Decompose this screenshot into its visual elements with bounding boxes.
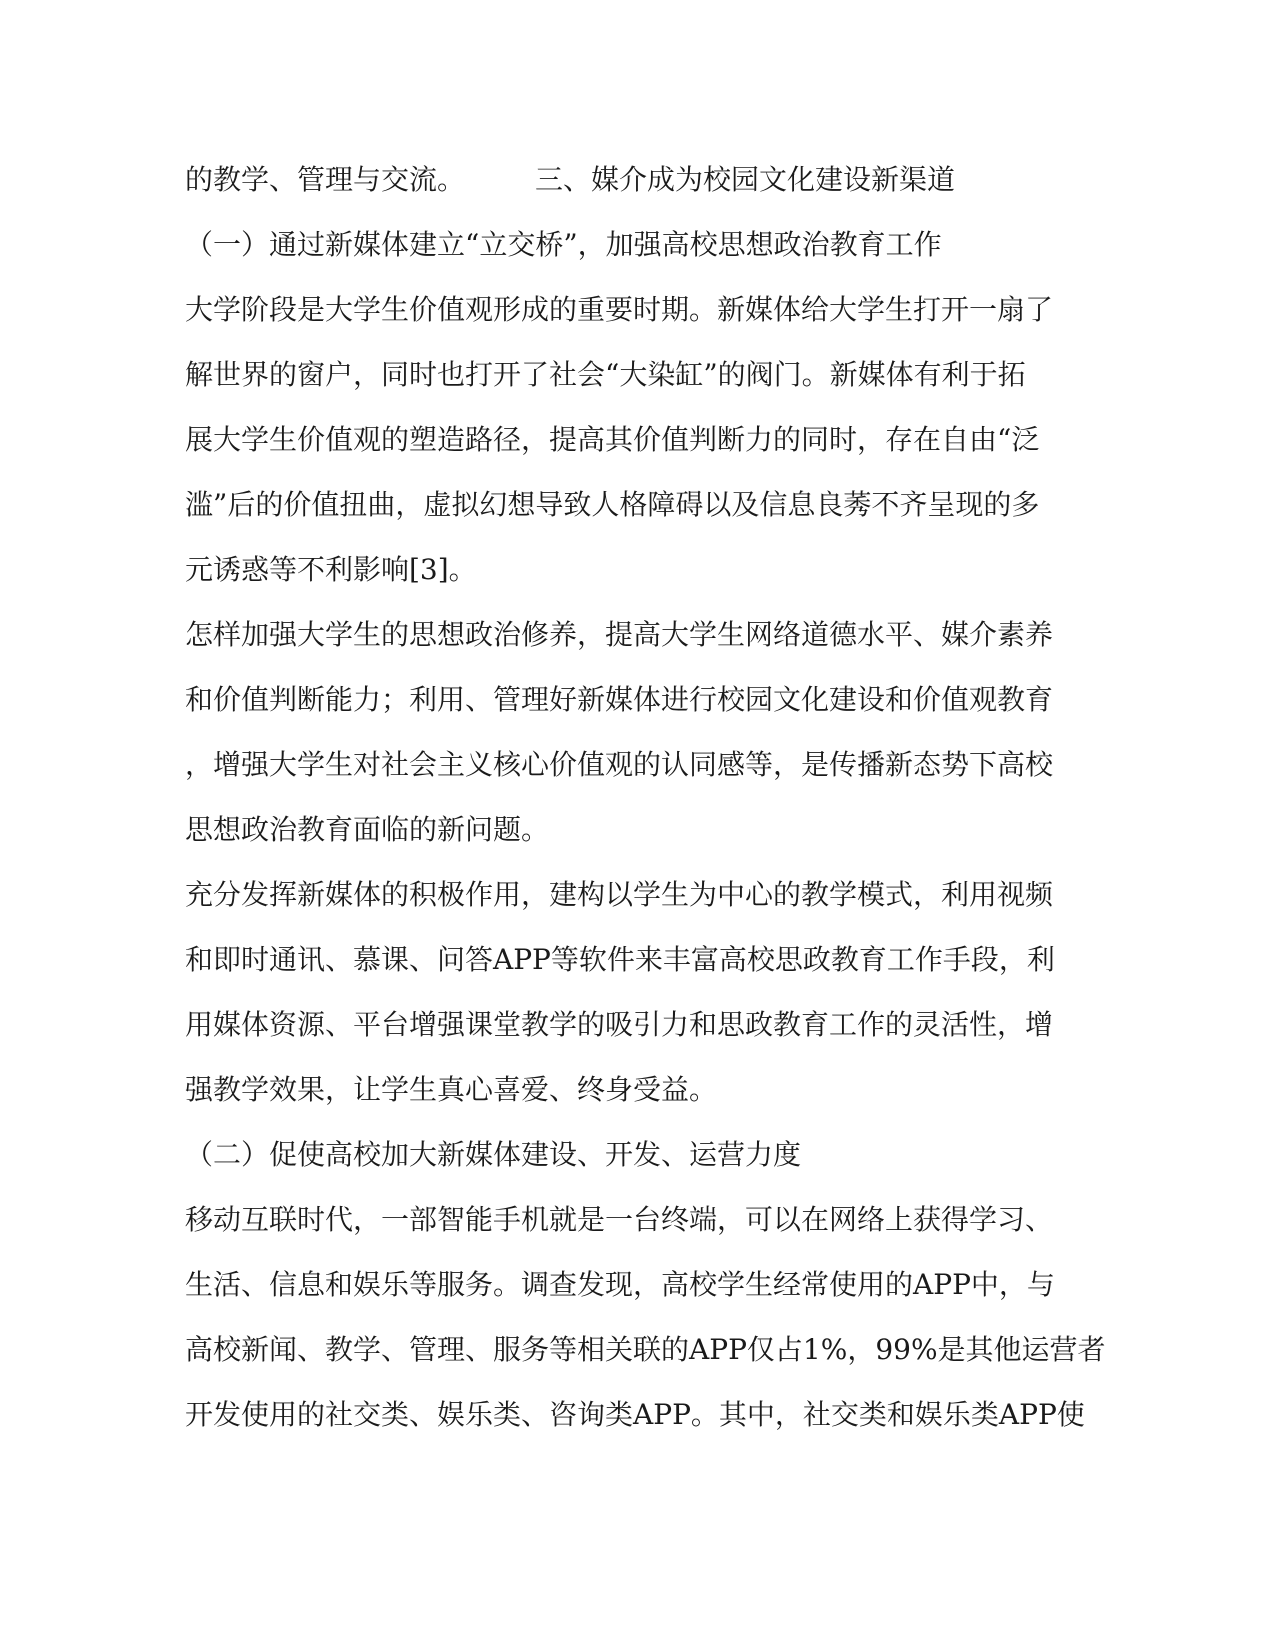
text-line-14: 用媒体资源、平台增强课堂教学的吸引力和思政教育工作的灵活性，增 xyxy=(185,1008,1054,1041)
section-heading-2: （二）促使高校加大新媒体建设、开发、运营力度 xyxy=(185,1138,802,1171)
text-line-7: 元诱惑等不利影响[3]。 xyxy=(185,553,477,586)
text-line-4: 解世界的窗户，同时也打开了社会“大染缸”的阀门。新媒体有利于拓 xyxy=(185,358,1026,391)
text-line-15: 强教学效果，让学生真心喜爱、终身受益。 xyxy=(185,1073,718,1106)
body-text xyxy=(185,159,1106,1459)
text-line-20: 开发使用的社交类、娱乐类、咨询类APP。其中，社交类和娱乐类APP使 xyxy=(185,1398,1085,1431)
text-line-12: 充分发挥新媒体的积极作用，建构以学生为中心的教学模式，利用视频 xyxy=(185,878,1054,911)
text-line-8: 怎样加强大学生的思想政治修养，提高大学生网络道德水平、媒介素养 xyxy=(185,618,1054,651)
text-line-1: 的教学、管理与交流。 三、媒介成为校园文化建设新渠道 xyxy=(185,163,956,196)
section-heading-1: （一）通过新媒体建立“立交桥”，加强高校思想政治教育工作 xyxy=(185,228,942,261)
text-line-17: 移动互联时代，一部智能手机就是一台终端，可以在网络上获得学习、 xyxy=(185,1203,1054,1236)
text-line-18: 生活、信息和娱乐等服务。调查发现，高校学生经常使用的APP中，与 xyxy=(185,1268,1055,1301)
text-line-19: 高校新闻、教学、管理、服务等相关联的APP仅占1%，99%是其他运营者 xyxy=(185,1333,1106,1366)
text-line-3: 大学阶段是大学生价值观形成的重要时期。新媒体给大学生打开一扇了 xyxy=(185,293,1054,326)
text-line-11: 思想政治教育面临的新问题。 xyxy=(185,813,550,846)
text-line-13: 和即时通讯、慕课、问答APP等软件来丰富高校思政教育工作手段，利 xyxy=(185,943,1055,976)
text-line-9: 和价值判断能力；利用、管理好新媒体进行校园文化建设和价值观教育 xyxy=(185,683,1054,716)
text-line-10: ，增强大学生对社会主义核心价值观的认同感等，是传播新态势下高校 xyxy=(185,748,1054,781)
text-line-5: 展大学生价值观的塑造路径，提高其价值判断力的同时，存在自由“泛 xyxy=(185,423,1040,456)
text-line-6: 滥”后的价值扭曲，虚拟幻想导致人格障碍以及信息良莠不齐呈现的多 xyxy=(185,488,1040,521)
